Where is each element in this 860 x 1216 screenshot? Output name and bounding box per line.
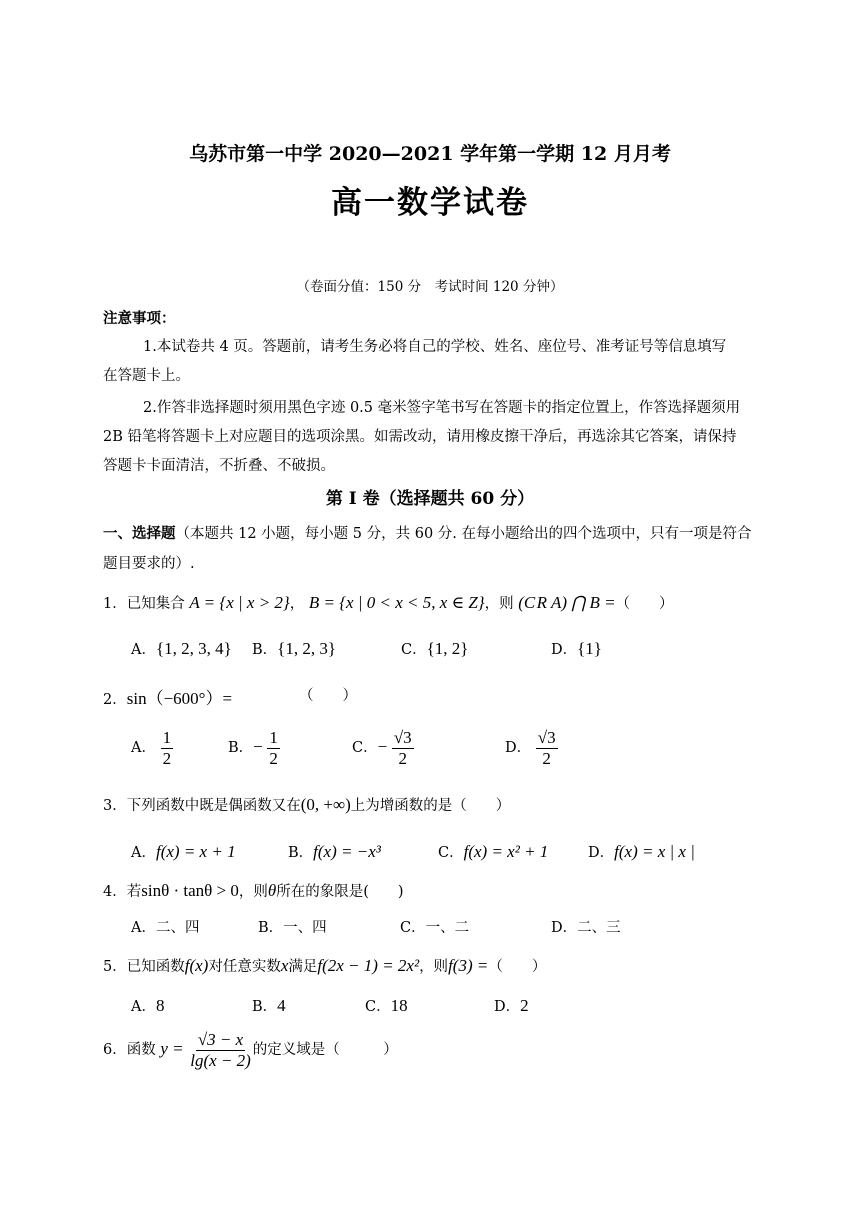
q1-number: 1． xyxy=(103,596,127,612)
question-6 xyxy=(103,1030,398,1070)
q5-b-value: 4 xyxy=(277,996,286,1015)
q2-c-sign: − xyxy=(377,737,388,757)
q5-a-value: 8 xyxy=(155,996,165,1015)
q1-option-a xyxy=(131,638,232,659)
q3-option-a xyxy=(131,841,236,862)
q4-post2: 所在的象限是( ) xyxy=(276,884,404,900)
q2-number: 2． xyxy=(103,692,127,708)
q2-c-fraction xyxy=(392,728,414,768)
q2-c-label: C． xyxy=(352,740,378,757)
part-desc-1: （本题共 12 小题，每小题 5 分，共 60 分. 在每小题给出的四个选项中，只有一项是符合 xyxy=(175,526,752,542)
q6-post: 的定义域是（ ） xyxy=(252,1042,398,1059)
q2-option-b xyxy=(228,728,280,768)
q3-option-c xyxy=(438,841,548,862)
q1-c-value: {1, 2} xyxy=(426,639,469,658)
q1-expr: (C R A) ⋂ B = xyxy=(518,593,616,612)
q4-expr: sinθ · tanθ > 0 xyxy=(141,881,239,900)
q1-paren: （ ） xyxy=(615,596,674,612)
q6-denominator: lg(x − 2) xyxy=(190,1050,251,1070)
q5-fx: f(x) xyxy=(184,956,209,975)
note-2-line-3: 答题卡卡面清洁，不折叠、不破损。 xyxy=(103,458,335,474)
q2-d-num: √3 xyxy=(537,728,556,747)
q1-a-label: A． xyxy=(131,642,156,658)
q2-option-c xyxy=(352,728,414,768)
q6-fraction xyxy=(188,1030,253,1070)
q2-a-label: A． xyxy=(131,740,156,757)
q2-d-label: D． xyxy=(505,740,532,757)
q2-option-a xyxy=(131,728,173,768)
q4-number: 4． xyxy=(103,884,127,900)
q4-option-c: C．一、二 xyxy=(400,920,470,936)
q2-expr: sin（−600°）= xyxy=(126,689,233,708)
q5-paren: （ ） xyxy=(488,959,547,975)
q3-a-value: f(x) = x + 1 xyxy=(155,842,236,861)
q2-a-fraction xyxy=(161,728,174,768)
q6-number: 6． xyxy=(103,1042,127,1059)
q5-number: 5． xyxy=(103,959,127,975)
q4-option-b: B．一、四 xyxy=(258,920,327,936)
q6-lhs: y = xyxy=(160,1039,184,1059)
q1-mid: ，则 xyxy=(484,596,514,612)
q2-d-den: 2 xyxy=(542,748,551,768)
q5-c-label: C． xyxy=(365,999,391,1015)
question-3 xyxy=(103,794,510,815)
q5-ask: f(3) = xyxy=(448,956,489,975)
q5-option-d xyxy=(494,995,529,1016)
q3-c-value: f(x) = x² + 1 xyxy=(463,842,549,861)
school-line: 乌苏市第一中学 2020—2021 学年第一学期 12 月月考 xyxy=(189,143,671,165)
part-desc-2: 题目要求的）. xyxy=(103,556,195,572)
q2-b-label: B． xyxy=(228,740,254,757)
q1-b-label: B． xyxy=(252,642,278,658)
q5-mid3: ，则 xyxy=(419,959,449,975)
notes-heading: 注意事项： xyxy=(103,310,176,327)
q1-a-value: {1, 2, 3, 4} xyxy=(155,639,232,658)
part-heading xyxy=(103,522,752,543)
q4-post: ，则 xyxy=(238,884,268,900)
q1-c-label: C． xyxy=(401,642,427,658)
q3-b-label: B． xyxy=(288,845,314,861)
q1-set-a: A = {x | x > 2} xyxy=(189,593,290,612)
q3-post: 上为增函数的是（ ） xyxy=(350,798,511,814)
q1-sep: ， xyxy=(289,596,305,612)
question-4 xyxy=(103,880,404,901)
q4-option-a: A．二、四 xyxy=(131,920,200,936)
q1-set-b: B = {x | 0 < x < 5, x ∈ Z} xyxy=(308,593,485,612)
q5-mid2: 满足 xyxy=(288,959,318,975)
q1-option-b xyxy=(252,638,336,659)
q2-a-den: 2 xyxy=(162,748,172,768)
question-1 xyxy=(103,592,674,613)
section-title: 第 I 卷（选择题共 60 分） xyxy=(325,489,535,509)
q3-option-b xyxy=(288,841,381,862)
note-1-line-1: 1.本试卷共 4 页。答题前，请考生务必将自己的学校、姓名、座位号、准考证号等信息填写 xyxy=(143,339,727,355)
q5-option-b xyxy=(252,995,286,1016)
q3-pre: 下列函数中既是偶函数又在 xyxy=(126,798,301,814)
q4-pre: 若 xyxy=(126,884,142,900)
note-2-line-1: 2.作答非选择题时须用黑色字迹 0.5 毫米签字笔书写在答题卡的指定位置上，作答选择题须用 xyxy=(143,400,741,416)
q3-number: 3． xyxy=(103,798,127,814)
q5-pre: 已知函数 xyxy=(126,959,185,975)
q2-c-den: 2 xyxy=(398,748,407,768)
q2-c-num: √3 xyxy=(393,728,412,747)
q2-b-sign: − xyxy=(253,737,263,757)
question-2 xyxy=(103,684,232,709)
q6-numerator: √3 − x xyxy=(197,1030,244,1049)
question-5 xyxy=(103,955,546,976)
q2-d-fraction xyxy=(536,728,558,768)
q5-d-label: D． xyxy=(494,999,521,1015)
q2-b-num: 1 xyxy=(269,728,278,747)
q2-paren: （ ） xyxy=(299,688,357,704)
q1-option-c xyxy=(401,638,468,659)
part-label: 一、选择题 xyxy=(103,525,176,542)
q4-theta: θ xyxy=(267,881,277,900)
q1-option-d xyxy=(551,638,602,659)
q5-option-a xyxy=(131,995,164,1016)
q1-d-value: {1} xyxy=(577,639,602,658)
q6-pre: 函数 xyxy=(126,1042,156,1059)
note-2-line-2: 2B 铅笔将答题卡上对应题目的选项涂黑。如需改动，请用橡皮擦干净后，再选涂其它答案，请保持 xyxy=(103,429,737,445)
q3-d-value: f(x) = x | x | xyxy=(614,842,695,861)
q5-mid: 对任意实数 xyxy=(208,959,281,975)
paper-title: 高一数学试卷 xyxy=(331,185,529,221)
q1-b-value: {1, 2, 3} xyxy=(277,639,336,658)
q5-d-value: 2 xyxy=(520,996,529,1015)
q1-text: 已知集合 xyxy=(126,596,185,612)
q3-interval: (0, +∞) xyxy=(300,795,351,814)
q3-option-d xyxy=(588,841,695,862)
q3-c-label: C． xyxy=(438,845,464,861)
q2-option-d xyxy=(505,728,558,768)
q3-b-value: f(x) = −x³ xyxy=(313,842,381,861)
q4-option-d: D．二、三 xyxy=(551,920,621,936)
q5-a-label: A． xyxy=(131,999,156,1015)
q1-d-label: D． xyxy=(551,642,578,658)
q2-b-den: 2 xyxy=(269,748,278,768)
q5-x: x xyxy=(280,956,289,975)
q3-d-label: D． xyxy=(588,845,615,861)
q2-b-fraction xyxy=(267,728,280,768)
exam-info: （卷面分值：150 分 考试时间 120 分钟） xyxy=(296,279,564,295)
q5-b-label: B． xyxy=(252,999,278,1015)
q5-c-value: 18 xyxy=(390,996,408,1015)
q2-a-num: 1 xyxy=(162,728,172,747)
q5-cond: f(2x − 1) = 2x² xyxy=(317,956,420,975)
q3-a-label: A． xyxy=(131,845,156,861)
note-1-line-2: 在答题卡上。 xyxy=(103,368,190,384)
q5-option-c xyxy=(365,995,408,1016)
